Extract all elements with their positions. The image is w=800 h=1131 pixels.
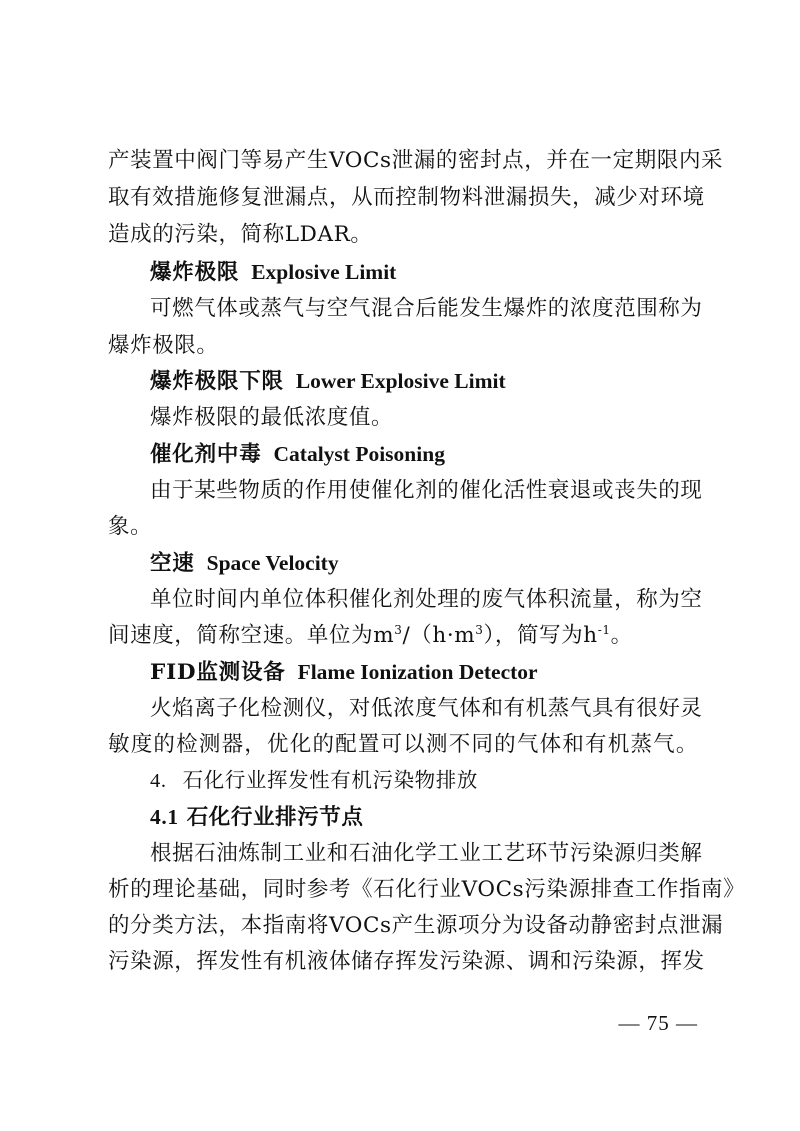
section-heading <box>150 762 698 798</box>
term-en: Explosive Limit <box>251 260 397 284</box>
paragraph-line: 污染源，挥发性有机液体储存挥发污染源、调和污染源，挥发 <box>108 949 705 974</box>
term-heading <box>150 436 698 472</box>
paragraph-line: 根据石油炼制工业和石油化学工业工艺环节污染源归类解 <box>150 841 703 866</box>
term-definition: 单位时间内单位体积催化剂处理的废气体积流量，称为空 <box>150 587 703 612</box>
paragraph-line: 析的理论基础，同时参考《石化行业VOCs污染源排查工作指南》 <box>108 877 746 902</box>
term-definition: 可燃气体或蒸气与空气混合后能发生爆炸的浓度范围称为 <box>150 296 703 321</box>
term-definition-with-units <box>108 618 698 654</box>
term-heading <box>150 654 698 690</box>
definition-text: ），简写为h <box>483 623 598 648</box>
term-heading <box>150 545 698 581</box>
superscript: -1 <box>597 622 611 637</box>
subsection-heading <box>150 799 698 835</box>
definition-text: /（h·m <box>402 623 476 648</box>
section-number: 4. <box>150 770 167 792</box>
term-definition: 象。 <box>108 514 153 539</box>
term-heading <box>150 363 698 399</box>
page-number: — 75 — <box>618 1011 698 1035</box>
term-definition: 由于某些物质的作用使催化剂的催化活性衰退或丧失的现 <box>150 478 703 503</box>
term-definition: 爆炸极限的最低浓度值。 <box>150 405 394 430</box>
term-en: Flame Ionization Detector <box>297 660 538 684</box>
term-definition: 火焰离子化检测仪，对低浓度气体和有机蒸气具有很好灵 <box>150 696 703 721</box>
term-zh: 爆炸极限下限 <box>150 369 284 394</box>
paragraph-line: 产装置中阀门等易产生VOCs泄漏的密封点，并在一定期限内采 <box>108 148 724 173</box>
term-en: Lower Explosive Limit <box>295 369 506 393</box>
section-title: 石化行业挥发性有机污染物排放 <box>182 768 478 792</box>
term-zh: 空速 <box>150 551 195 576</box>
definition-text: 间速度，简称空速。单位为m <box>108 623 395 648</box>
term-definition: 爆炸极限。 <box>108 333 219 358</box>
term-heading <box>150 254 698 290</box>
term-zh: 催化剂中毒 <box>150 442 262 467</box>
term-en: Catalyst Poisoning <box>273 442 445 466</box>
subsection-number: 4.1 <box>150 805 179 829</box>
term-zh: 爆炸极限 <box>150 260 240 285</box>
superscript: 3 <box>475 622 484 637</box>
subsection-title: 石化行业排污节点 <box>186 805 364 830</box>
paragraph-line: 取有效措施修复泄漏点，从而控制物料泄漏损失，减少对环境 <box>108 185 705 210</box>
definition-text: 。 <box>610 623 633 648</box>
term-en: Space Velocity <box>206 551 339 575</box>
paragraph-line: 造成的污染，简称LDAR。 <box>108 222 373 247</box>
superscript: 3 <box>394 622 403 637</box>
paragraph-line: 的分类方法，本指南将VOCs产生源项分为设备动静密封点泄漏 <box>108 913 724 938</box>
term-definition: 敏度的检测器，优化的配置可以测不同的气体和有机蒸气。 <box>108 732 698 757</box>
term-zh: FID监测设备 <box>150 660 286 685</box>
